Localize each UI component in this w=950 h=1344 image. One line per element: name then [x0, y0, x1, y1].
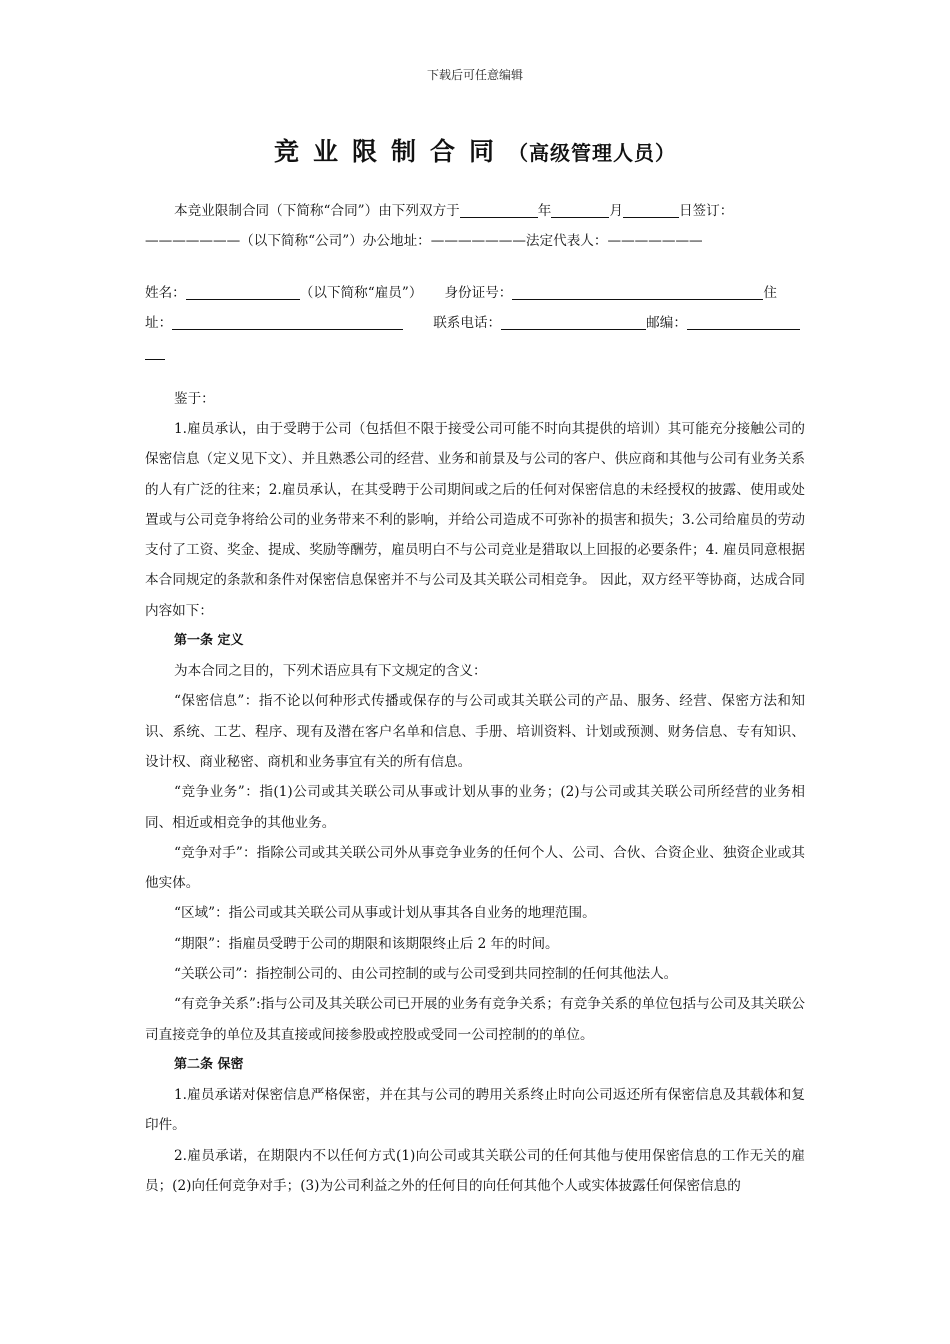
definition-affiliate: “关联公司”：指控制公司的、由公司控制的或与公司受到共同控制的任何其他法人。 [174, 966, 678, 983]
article2-item2: 2.雇员承诺，在期限内不以任何方式(1)向公司或其关联公司的任何其他与使用保密信息的工作无关的雇员；(2)向任何竞争对手；(3)为公司利益之外的任何目的向任何其他个人或实体披露任何保密信息的 [145, 1147, 805, 1194]
address-label-2: 址： [145, 315, 173, 331]
whereas-label: 鉴于： [174, 391, 215, 407]
zip-blank[interactable] [687, 313, 800, 330]
definition-business: “竞争业务”：指(1)公司或其关联公司从事或计划从事的业务；(2)与公司或其关联公司所经营的业务相同、相近或相竞争的其他业务。 [145, 784, 805, 831]
month-blank[interactable] [551, 201, 609, 218]
article2-heading: 第二条 保密 [174, 1056, 244, 1072]
month-label: 月 [609, 203, 623, 219]
employee-line-3 [145, 338, 805, 368]
employee-alias: （以下简称“雇员”） [299, 285, 423, 301]
definition-region: “区域”：指公司或其关联公司从事或计划从事其各自业务的地理范围。 [174, 905, 596, 922]
company-line: ———————（以下简称“公司”）办公地址：———————法定代表人：——————— [145, 233, 703, 249]
phone-blank[interactable] [501, 313, 646, 330]
title-sub: （高级管理人员） [508, 141, 676, 165]
day-signed-label: 日签订： [678, 203, 734, 219]
day-blank[interactable] [623, 201, 679, 218]
name-blank[interactable] [186, 283, 300, 300]
definition-relation: “有竞争关系”:指与公司及其关联公司已开展的业务有竞争关系；有竞争关系的单位包括与公司及其关联公司直接竞争的单位及其直接或间接参股或控股或受同一公司控制的的单位。 [145, 996, 805, 1043]
year-blank[interactable] [460, 201, 538, 218]
whereas-text: 1.雇员承认，由于受聘于公司（包括但不限于接受公司可能不时向其提供的培训）其可能充分接触公司的保密信息（定义见下文）、并且熟悉公司的经营、业务和前景及与公司的客户、供应商和其他与公司有业务关系的人有广泛的往来；2.雇员承认，在其受聘于公司期间或之后的任何对保密信息的未经授权的披露、使用或处置或与公司竞争将给公司的业务带来不利的影响，并给公司造成不可弥补的损害和损失；3.公司给雇员的劳动支付了工资、奖金、提成、奖励等酬劳，雇员明白不与公司竞业是猎取以上回报的必要条件；4. 雇员同意根据本合同规定的条款和条件对保密信息保密并不与公司及其关联公司相竞争。 因此，双方经平等协商，达成合同内容如下： [145, 421, 805, 619]
name-label: 姓名： [145, 285, 186, 301]
header-note: 下载后可任意编辑 [426, 68, 523, 82]
id-blank[interactable] [512, 283, 763, 300]
contract-title [0, 132, 950, 168]
article1-intro: 为本合同之目的，下列术语应具有下文规定的含义： [174, 663, 487, 680]
employee-line-1 [145, 278, 805, 308]
employee-line-2 [145, 308, 805, 338]
definition-competitor: “竞争对手”：指除公司或其关联公司外从事竞争业务的任何个人、公司、合伙、合资企业、独资企业或其他实体。 [145, 844, 805, 892]
address-blank[interactable] [172, 313, 403, 330]
title-main: 竞业限制合同 [273, 137, 508, 166]
intro-line [145, 196, 805, 226]
article2-item1: 1.雇员承诺对保密信息严格保密，并在其与公司的聘用关系终止时向公司返还所有保密信息及其载体和复印件。 [145, 1086, 805, 1134]
year-label: 年 [537, 203, 552, 219]
definition-term: “期限”：指雇员受聘于公司的期限和该期限终止后 2 年的时间。 [174, 935, 559, 952]
zip-blank-continued [145, 343, 165, 360]
zip-label: 邮编： [646, 315, 687, 331]
article1-heading: 第一条 定义 [174, 633, 244, 649]
intro-prefix: 本竞业限制合同（下简称“合同”）由下列双方于 [174, 203, 460, 219]
id-label: 身份证号： [444, 285, 513, 301]
phone-label: 联系电话： [433, 315, 502, 331]
contract-body [145, 196, 805, 1201]
definition-confidential: “保密信息”：指不论以何种形式传播或保存的与公司或其关联公司的产品、服务、经营、保密方法和知识、系统、工艺、程序、现有及潜在客户名单和信息、手册、培训资料、计划或预测、财务信息、专有知识、设计权、商业秘密、商机和业务事宜有关的所有信息。 [145, 693, 805, 770]
address-label-1: 住 [763, 285, 777, 301]
